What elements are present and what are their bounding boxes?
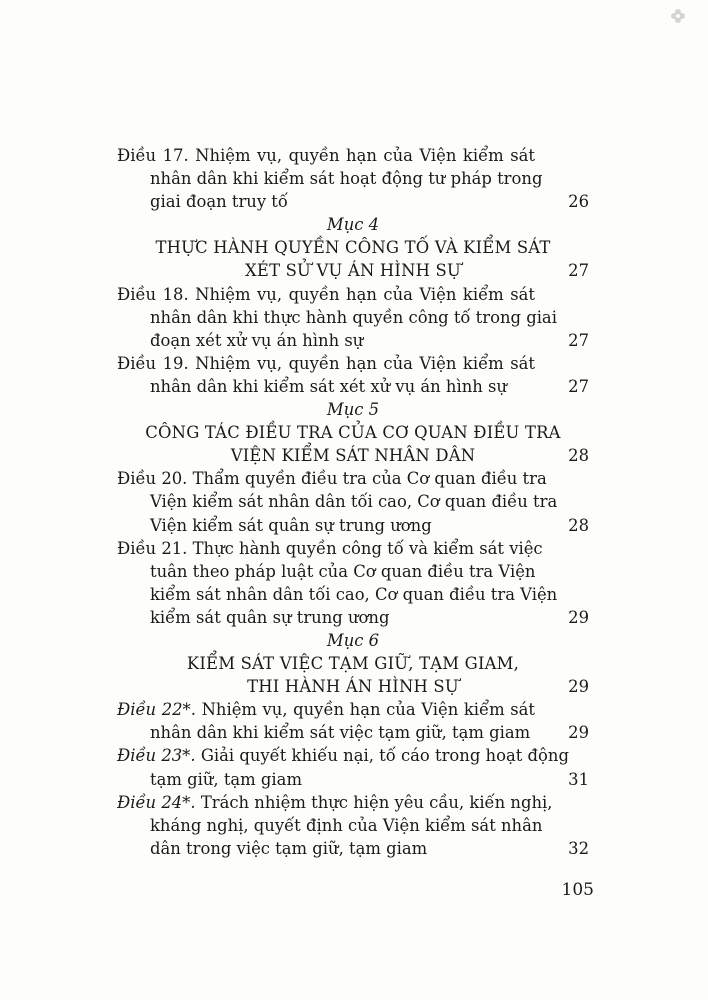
section-heading-line — [117, 259, 589, 282]
article-label: Điều 18. — [117, 284, 189, 304]
flower-watermark-icon — [670, 8, 686, 24]
toc-entry-line: dân trong việc tạm giữ, tạm giam 32 — [117, 837, 589, 860]
section-heading-line — [117, 675, 589, 698]
article-label: Điều 24*. — [117, 792, 196, 812]
article-label: Điều 23*. — [117, 746, 196, 766]
page-ref: 28 — [568, 515, 589, 535]
page-ref: 31 — [568, 769, 589, 789]
toc-entry-line: Điều 17. Nhiệm vụ, quyền hạn của Viện kiểm sát — [117, 146, 535, 165]
toc-entry-line: nhân dân khi kiểm sát việc tạm giữ, tạm giam 29 — [117, 721, 589, 744]
section-heading: CÔNG TÁC ĐIỀU TRA CỦA CƠ QUAN ĐIỀU TRA — [145, 423, 561, 443]
section-heading-line — [117, 421, 589, 444]
toc-entry-line: Điều 18. Nhiệm vụ, quyền hạn của Viện kiểm sát — [117, 284, 535, 304]
toc-entry-line: đoạn xét xử vụ án hình sự 27 — [117, 329, 589, 352]
section-heading: XÉT SỬ VỤ ÁN HÌNH SỰ — [245, 261, 461, 281]
page-ref: 28 — [568, 446, 589, 466]
toc-entry-line: Viện kiểm sát nhân dân tối cao, Cơ quan điều tra — [150, 492, 558, 512]
section-heading: VIỆN KIỂM SÁT NHÂN DÂN — [230, 446, 476, 466]
section-label: Mục 6 — [326, 630, 380, 650]
toc-entry-line: Điều 19. Nhiệm vụ, quyền hạn của Viện kiểm sát — [117, 353, 535, 373]
article-label: Điều 19. — [117, 353, 189, 373]
page-ref: 29 — [568, 677, 589, 697]
toc-entry-line: giai đoạn truy tố 26 — [117, 190, 589, 213]
page-ref: 27 — [568, 261, 589, 281]
toc-entry-line: kiểm sát quân sự trung ương 29 — [117, 606, 589, 629]
page-ref: 29 — [568, 723, 589, 743]
section-heading-line — [117, 236, 589, 259]
section-label: Mục 5 — [326, 400, 380, 420]
toc-entry-line: tạm giữ, tạm giam 31 — [117, 768, 589, 791]
toc-entry-line: nhân dân khi thực hành quyền công tố trong giai — [150, 307, 557, 327]
toc-entry-line: Điều 22*. Nhiệm vụ, quyền hạn của Viện kiểm sát — [117, 700, 536, 720]
toc-entry-line: Điều 20. Thẩm quyền điều tra của Cơ quan điều tra — [117, 469, 547, 489]
toc-entry-line: tuân theo pháp luật của Cơ quan điều tra Viện — [150, 561, 536, 581]
section-label: Mục 4 — [326, 215, 380, 235]
table-of-contents — [117, 144, 589, 860]
toc-entry-line: Điều 21. Thực hành quyền công tố và kiểm sát việc — [117, 538, 543, 558]
section-heading: THI HÀNH ÁN HÌNH SỰ — [247, 677, 459, 697]
section-label-line — [117, 213, 589, 236]
toc-entry-line: nhân dân khi kiểm sát xét xử vụ án hình sự 27 — [117, 375, 589, 398]
section-heading-line — [117, 652, 589, 675]
page-ref: 27 — [568, 376, 589, 396]
page-ref: 27 — [568, 330, 589, 350]
toc-entry-line: kiểm sát nhân dân tối cao, Cơ quan điều tra Viện — [150, 584, 558, 604]
section-heading: THỰC HÀNH QUYỀN CÔNG TỐ VÀ KIỂM SÁT — [155, 238, 551, 258]
section-heading-line — [117, 444, 589, 467]
article-label: Điều 17. — [117, 146, 189, 165]
page-ref: 26 — [568, 192, 589, 212]
article-label: Điều 21. — [117, 538, 188, 558]
section-heading: KIỂM SÁT VIỆC TẠM GIỮ, TẠM GIAM, — [186, 654, 520, 674]
page-number: 105 — [561, 880, 594, 900]
section-label-line — [117, 398, 589, 421]
toc-entry-line: Điều 24*. Trách nhiệm thực hiện yêu cầu, kiến nghị, — [117, 792, 553, 812]
toc-entry-line: Viện kiểm sát quân sự trung ương 28 — [117, 514, 589, 537]
article-label: Điều 22*. — [117, 700, 196, 720]
toc-entry-line: nhân dân khi kiểm sát hoạt động tư pháp trong — [150, 169, 543, 189]
page-ref: 29 — [568, 607, 589, 627]
section-label-line — [117, 629, 589, 652]
page-ref: 32 — [568, 838, 589, 858]
toc-entry-line: Điều 23*. Giải quyết khiếu nại, tố cáo trong hoạt động — [117, 746, 569, 766]
toc-entry-line: kháng nghị, quyết định của Viện kiểm sát nhân — [150, 815, 543, 835]
article-label: Điều 20. — [117, 469, 188, 489]
